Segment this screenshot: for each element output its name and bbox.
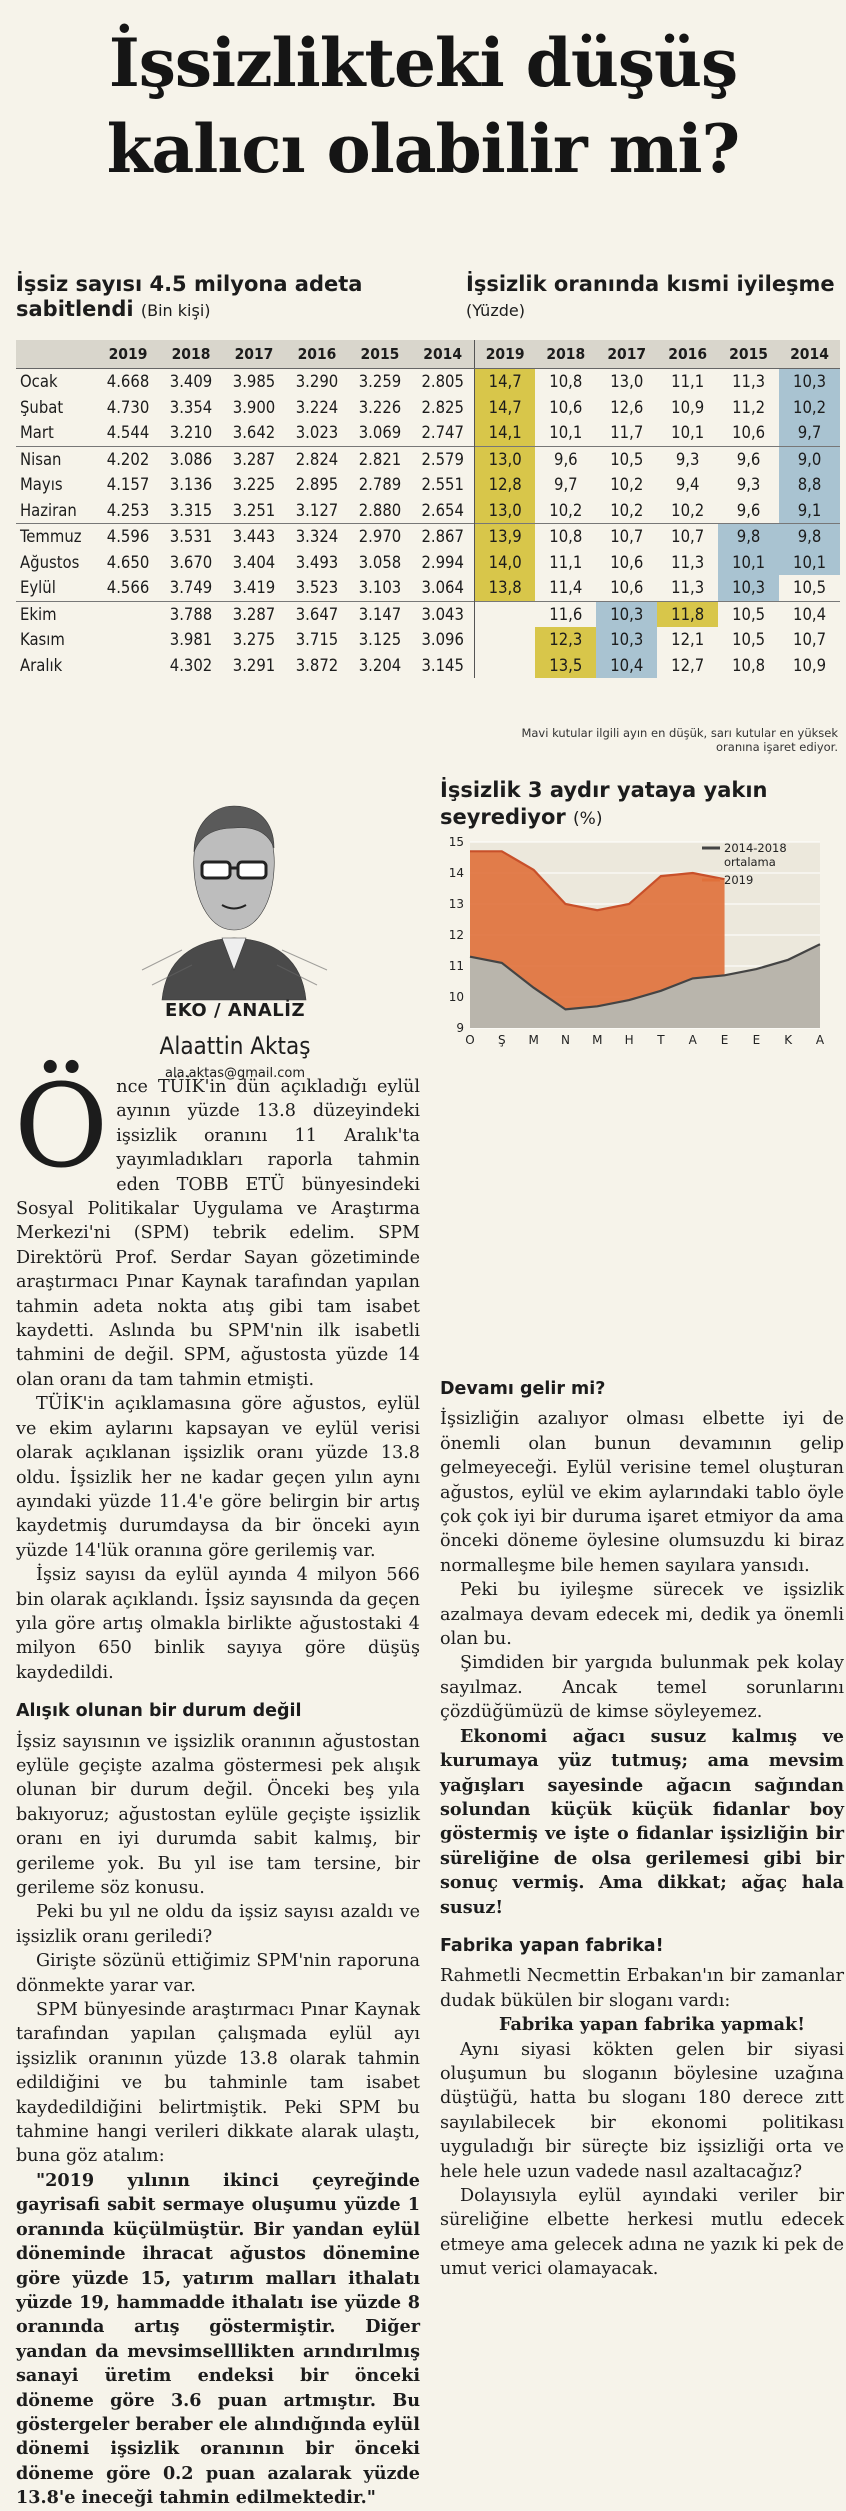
rate-cell: 14,7 (474, 395, 535, 421)
header-month (16, 340, 97, 369)
rate-cell: 10,8 (535, 524, 596, 550)
rate-cell: 10,9 (793, 655, 827, 675)
rate-cell: 10,2 (610, 500, 644, 520)
rate-cell: 11,2 (732, 397, 766, 417)
table-row (16, 653, 840, 679)
count-cell: 3.715 (295, 630, 339, 650)
header-year: 2018 (160, 340, 223, 369)
article-paragraph: Peki bu iyileşme sürecek ve işsizlik azalmaya devam edecek mi, dedik ya önemli olan bu. (440, 1580, 844, 1650)
rate-cell: 10,1 (549, 423, 583, 443)
x-tick-label: T (657, 1033, 665, 1047)
row-month: Nisan (16, 446, 97, 472)
table-row (16, 395, 840, 421)
headline-line-2: kalıcı olabilir mi? (106, 110, 740, 188)
count-cell: 3.523 (295, 578, 339, 598)
rate-cell: 10,5 (718, 601, 779, 627)
table-row (16, 575, 840, 601)
article-paragraph: Aynı siyasi kökten gelen bir siyasi oluşumun bu sloganın böylesine uzağına düştüğü, hatta bu sloganı 180 derece zıtt sayılabilecek bir ekonomi politikası uyguladığı bir süreçte biz işsizliği orta ve hele hele uzun vadede nasıl azaltacağız? (440, 2039, 844, 2182)
header-year: 2014 (779, 340, 840, 369)
author-email[interactable]: ala.aktas@gmail.com (164, 1066, 305, 1081)
row-month: Aralık (20, 655, 63, 675)
row-month: Mayıs (20, 475, 63, 495)
y-tick-label: 13 (448, 897, 464, 911)
rate-cell: 10,1 (779, 550, 840, 576)
rate-cell: 10,2 (549, 500, 583, 520)
rate-cell: 10,5 (732, 630, 766, 650)
count-cell: 3.409 (169, 372, 213, 392)
rate-cell: 9,7 (554, 475, 578, 495)
count-cell: 3.749 (169, 578, 213, 598)
count-cell: 3.225 (232, 475, 276, 495)
row-month: Ağustos (20, 552, 80, 572)
table-row (16, 446, 840, 472)
rate-cell: 13,9 (474, 524, 535, 550)
count-cell: 2.994 (421, 552, 464, 572)
count-cell: 3.224 (295, 397, 339, 417)
rate-cell: 9,8 (779, 524, 840, 550)
y-tick-label: 12 (448, 928, 464, 942)
count-cell: 3.125 (358, 630, 402, 650)
count-cell: 3.287 (223, 446, 286, 472)
article-paragraph-bold: Ekonomi ağacı susuz kalmış ve kurumaya yüz tutmuş; ama mevsim yağışları sayesinde ağacın sağından solundan küçük küçük fidanlar boy göstermiş ve işte o fidanlar işsizliğin bir süreliğine de olsa gerilemesi gibi bir sonuç vermiş. Ama dikkat; ağaç hala susuz! (440, 1725, 844, 1918)
table-row (16, 627, 840, 653)
count-cell: 2.895 (295, 475, 339, 495)
count-cell: 2.867 (411, 524, 474, 550)
count-cell: 3.981 (169, 630, 213, 650)
count-cell: 3.204 (358, 655, 402, 675)
chart-title-text: İşsizlik 3 aydır yataya yakın seyrediyor (440, 778, 768, 829)
count-cell: 3.788 (160, 601, 223, 627)
header-year: 2019 (97, 340, 160, 369)
count-cell: 2.654 (421, 500, 464, 520)
article-paragraph: SPM bünyesinde araştırmacı Pınar Kaynak tarafından yapılan çalışmada eylül ayı işsizlik oranının yüzde 13.8 olarak tahmin edildiğini ve bu tahminle tam isabet kaydedildiğini belirtmiştik. Peki SPM bu tahmine hangi verileri dikkate alarak ulaştı, buna göz atalım: (16, 2000, 420, 2167)
rate-cell: 10,4 (779, 601, 840, 627)
table-row (16, 420, 840, 446)
rate-cell: 9,0 (779, 446, 840, 472)
rate-cell: 14,1 (474, 420, 535, 446)
rate-cell (474, 601, 535, 627)
rate-cell: 10,7 (596, 524, 657, 550)
count-cell: 3.900 (232, 397, 276, 417)
x-tick-label: K (784, 1033, 793, 1047)
x-tick-label: Ş (498, 1033, 506, 1047)
subheading: Fabrika yapan fabrika! (440, 1935, 664, 1956)
count-cell: 2.579 (411, 446, 474, 472)
count-cell: 3.324 (285, 524, 348, 550)
headline-line-1: İşsizlikteki düşüş (108, 24, 738, 102)
rate-cell: 9,6 (535, 446, 596, 472)
rate-cell: 10,6 (549, 397, 583, 417)
rate-cell: 12,3 (535, 627, 596, 653)
article-paragraph: nce TÜİK'in dün açıkladığı eylül ayının yüzde 13.8 düzeyindeki işsizlik oranını 11 Aralık'ta yayımladıkları raporla tahmin eden TOBB ETÜ bünyesindeki Sosyal Politikalar Uygulama ve Araştırma Merkezi'ni (SPM) tebrik edelim. SPM Direktörü Prof. Serdar Sayan gözetiminde araştırmacı Pınar Kaynak tarafından yapılan tahmin adeta nokta atış gibi tam isabet kaydetti. Aslında bu SPM'nin ilk isabetli tahmini de değil. SPM, ağustosta yüzde 14 olan oranı da tam tahmin etmişti. (16, 1077, 420, 1390)
table-row (16, 601, 840, 627)
count-cell (97, 601, 160, 627)
rate-cell: 9,1 (779, 498, 840, 524)
chart-title (440, 777, 840, 833)
legend-label-2019: 2019 (724, 873, 754, 887)
count-cell: 3.531 (160, 524, 223, 550)
table-row (16, 524, 840, 550)
count-cell: 3.315 (169, 500, 213, 520)
x-tick-label: O (465, 1033, 475, 1047)
article-paragraph: Dolayısıyla eylül ayındaki veriler bir süreliğine elbette herkesi mutlu edecek etmeye ama gelecek adına ne yazık ki pek de umut verici olamayacak. (440, 2186, 844, 2280)
rate-cell: 9,6 (718, 446, 779, 472)
rate-cell: 10,7 (793, 630, 827, 650)
rate-cell: 10,6 (610, 578, 644, 598)
article-paragraph: Peki bu yıl ne oldu da işsiz sayısı azaldı ve işsizlik oranı geriledi? (16, 1902, 420, 1947)
rate-cell: 10,6 (610, 552, 644, 572)
rate-cell: 11,3 (671, 552, 705, 572)
count-cell (97, 653, 160, 679)
unemployment-table (16, 340, 840, 678)
rate-cell: 13,8 (474, 575, 535, 601)
rate-cell (474, 627, 535, 653)
x-tick-label: H (624, 1033, 634, 1047)
count-cell (97, 627, 160, 653)
count-cell: 3.443 (223, 524, 286, 550)
count-cell: 3.404 (232, 552, 276, 572)
table-row (16, 550, 840, 576)
row-month: Kasım (20, 630, 65, 650)
rate-cell: 13,0 (474, 498, 535, 524)
rate-cell: 11,4 (549, 578, 583, 598)
rate-cell: 10,8 (549, 372, 583, 392)
x-tick-label: N (560, 1033, 570, 1047)
header-year: 2016 (657, 340, 718, 369)
rate-cell: 12,8 (474, 472, 535, 498)
count-cell: 3.354 (169, 397, 213, 417)
article-paragraph: Girişte sözünü ettiğimiz SPM'nin raporuna dönmekte yarar var. (16, 1951, 420, 1996)
rate-cell: 9,4 (675, 475, 700, 495)
x-tick-label: A (688, 1033, 697, 1047)
table-right-unit: (Yüzde) (466, 301, 525, 320)
count-cell: 3.096 (421, 630, 464, 650)
article-paragraph: İşsiz sayısı da eylül ayında 4 milyon 566 bin olarak açıklandı. İşsiz sayısında da geçen yıla göre artış olmakla birlikte ağustostaki 4 milyon 650 binlik sayıya göre düşüş kaydedildi. (16, 1565, 420, 1683)
count-cell: 3.259 (358, 372, 402, 392)
article-paragraph: Rahmetli Necmettin Erbakan'ın bir zamanlar dudak bükülen bir sloganı vardı: (440, 1966, 844, 2011)
rate-cell: 9,3 (657, 446, 718, 472)
count-cell: 3.043 (411, 601, 474, 627)
table-row (16, 369, 840, 395)
header-year: 2016 (285, 340, 348, 369)
count-cell: 3.103 (358, 578, 402, 598)
legend-label-average-line2: ortalama (724, 855, 776, 869)
table-left-title (16, 272, 446, 323)
author-name: Alaattin Aktaş (159, 1032, 311, 1060)
article-quote: "2019 yılının ikinci çeyreğinde gayrisafi sabit sermaye oluşumu yüzde 1 oranında küçülmüştür. Bir yandan eylül döneminde ihracat ağustos dönemine göre yüzde 15, yatırım malları ithalatı yüzde 19, hammadde ithalatı ise yüzde 8 oranında artış göstermiştir. Diğer yandan da mevsimselllikten arındırılmış sanayi üretim endeksi bir önceki döneme göre 3.6 puan artmıştır. Bu göstergeler beraber ele alındığında eylül dönemi işsizlik oranının bir önceki döneme göre 0.2 puan azalarak yüzde 13.8'e ineceği tahmin edilmektedir." (16, 2169, 420, 2509)
headline (0, 0, 846, 192)
row-month: Eylül (20, 578, 56, 598)
count-cell: 3.064 (421, 578, 464, 598)
unemployment-line-chart (440, 830, 840, 1060)
table-left-unit: (Bin kişi) (140, 301, 211, 320)
rate-cell: 10,2 (779, 395, 840, 421)
row-month: Haziran (20, 500, 77, 520)
rate-cell: 13,0 (610, 372, 644, 392)
row-month: Ocak (20, 372, 58, 392)
count-cell: 2.805 (421, 372, 464, 392)
count-cell: 4.730 (106, 397, 150, 417)
slogan: Fabrika yapan fabrika yapmak! (499, 2014, 805, 2036)
count-cell: 4.302 (169, 655, 213, 675)
rate-cell: 10,3 (596, 601, 657, 627)
count-cell: 3.023 (295, 423, 339, 443)
count-cell: 4.596 (97, 524, 160, 550)
count-cell: 4.202 (97, 446, 160, 472)
section-kicker: EKO / ANALİZ (165, 1000, 305, 1021)
count-cell: 3.985 (232, 372, 276, 392)
rate-cell: 9,6 (736, 500, 761, 520)
y-tick-label: 10 (448, 990, 464, 1004)
count-cell: 3.291 (232, 655, 276, 675)
rate-cell: 13,0 (474, 446, 535, 472)
rate-cell: 14,0 (474, 550, 535, 576)
table-right-title-text: İşsizlik oranında kısmi iyileşme (466, 272, 835, 296)
count-cell: 4.544 (106, 423, 150, 443)
rate-cell: 14,7 (474, 369, 535, 395)
count-cell: 2.825 (421, 397, 464, 417)
rate-cell (474, 653, 535, 679)
header-year: 2017 (223, 340, 286, 369)
article-paragraph: TÜİK'in açıklamasına göre ağustos, eylül ve ekim aylarını kapsayan ve eylül verisi olarak açıklanan işsizlik oranı yüzde 13.8 oldu. İşsizlik her ne kadar geçen yılın aynı ayındaki yüzde 11.4'e göre belirgin bir artış kaydetmiş durumdaysa da bir önceki ayın yüzde 14'lük oranına göre gerilemiş var. (16, 1394, 420, 1561)
count-cell: 4.650 (106, 552, 150, 572)
rate-cell: 12,6 (610, 397, 644, 417)
x-tick-label: E (720, 1033, 729, 1047)
count-cell: 2.551 (421, 475, 464, 495)
count-cell: 2.747 (421, 423, 464, 443)
count-cell: 2.821 (348, 446, 411, 472)
table-row (16, 472, 840, 498)
count-cell: 3.642 (232, 423, 276, 443)
y-tick-label: 9 (456, 1021, 464, 1035)
y-tick-label: 15 (448, 835, 464, 849)
count-cell: 2.789 (358, 475, 402, 495)
subheading: Devamı gelir mi? (440, 1379, 606, 1399)
header-year: 2018 (535, 340, 596, 369)
count-cell: 3.210 (169, 423, 213, 443)
row-month: Mart (20, 423, 54, 443)
rate-cell: 10,6 (732, 423, 766, 443)
rate-cell: 11,1 (671, 372, 705, 392)
count-cell: 2.970 (348, 524, 411, 550)
count-cell: 3.872 (295, 655, 339, 675)
row-month: Temmuz (16, 524, 97, 550)
rate-cell: 9,8 (718, 524, 779, 550)
count-cell: 3.647 (285, 601, 348, 627)
rate-cell: 10,3 (596, 627, 657, 653)
count-cell: 3.136 (169, 475, 213, 495)
rate-cell: 10,3 (718, 575, 779, 601)
x-tick-label: M (592, 1033, 603, 1047)
x-tick-label: M (528, 1033, 539, 1047)
count-cell: 3.419 (232, 578, 276, 598)
rate-cell: 12,1 (671, 630, 705, 650)
rate-cell: 9,3 (736, 475, 761, 495)
count-cell: 3.147 (348, 601, 411, 627)
rate-cell: 9,7 (779, 420, 840, 446)
count-cell: 3.251 (232, 500, 276, 520)
rate-cell: 10,1 (718, 550, 779, 576)
table-left-title-text: İşsiz sayısı 4.5 milyona adeta sabitlendi (16, 272, 363, 321)
rate-cell: 10,5 (596, 446, 657, 472)
article-column-2 (440, 1075, 844, 2282)
chart-unit: (%) (573, 809, 603, 829)
header-year: 2015 (718, 340, 779, 369)
subheading: Alışık olunan bir durum değil (16, 1701, 302, 1722)
count-cell: 3.145 (421, 655, 464, 675)
y-tick-label: 14 (448, 866, 464, 880)
table-header-row (16, 340, 840, 369)
rate-cell: 10,7 (657, 524, 718, 550)
rate-cell: 10,1 (671, 423, 705, 443)
article-paragraph: Şimdiden bir yargıda bulunmak pek kolay sayılmaz. Ancak temel sorunlarını çözdüğümüzü de kimse söyleyemez. (440, 1653, 844, 1723)
rate-cell: 10,2 (610, 475, 644, 495)
article-paragraph: İşsizliğin azalıyor olması elbette iyi de önemli olan bunun devamının gelip gelmeyeceği. Eylül verisine temel oluşturan ağustos, eylül ve ekim aylarındaki tablo öyle çok çok iyi bir duruma işaret etmiyor da ama önceki döneme öylesine olumsuzdu ki biraz normalleşme bile hemen sayılara yansıdı. (440, 1409, 844, 1576)
header-year: 2019 (474, 340, 535, 369)
rate-cell: 10,3 (779, 369, 840, 395)
article-paragraph: İşsiz sayısının ve işsizlik oranının ağustostan eylüle geçişte azalma göstermesi pek alışık olunan bir durum değil. Önceki beş yıla bakıyoruz; ağustostan eylüle geçişte işsizlik oranı en iyi durumda sabit kalmış, bir gerileme yok. Bu yıl ise tam tersine, bir gerileme söz konusu. (16, 1731, 420, 1898)
rate-cell: 10,4 (596, 653, 657, 679)
y-tick-label: 11 (448, 959, 464, 973)
count-cell: 3.290 (295, 372, 339, 392)
rate-cell: 10,2 (671, 500, 705, 520)
count-cell: 3.127 (295, 500, 339, 520)
count-cell: 2.824 (285, 446, 348, 472)
count-cell: 3.069 (358, 423, 402, 443)
count-cell: 4.253 (106, 500, 150, 520)
rate-cell: 11,7 (610, 423, 644, 443)
rate-cell: 11,1 (549, 552, 583, 572)
drop-cap: Ö (14, 1060, 109, 1194)
count-cell: 3.287 (223, 601, 286, 627)
rate-cell: 8,8 (779, 472, 840, 498)
count-cell: 3.275 (232, 630, 276, 650)
table-right-title (466, 272, 836, 323)
count-cell: 3.086 (160, 446, 223, 472)
header-year: 2017 (596, 340, 657, 369)
count-cell: 3.493 (295, 552, 339, 572)
rate-cell: 11,6 (535, 601, 596, 627)
rate-cell: 11,3 (671, 578, 705, 598)
count-cell: 2.880 (358, 500, 402, 520)
count-cell: 4.566 (106, 578, 150, 598)
x-tick-label: E (752, 1033, 761, 1047)
count-cell: 3.058 (358, 552, 402, 572)
author-portrait (122, 770, 347, 1000)
header-year: 2014 (411, 340, 474, 369)
x-tick-label: A (815, 1033, 825, 1047)
table-note: Mavi kutular ilgili ayın en düşük, sarı kutular en yüksek oranına işaret ediyor. (521, 726, 838, 754)
row-month: Ekim (16, 601, 97, 627)
rate-cell: 12,7 (671, 655, 705, 675)
table-row (16, 498, 840, 524)
count-cell: 4.668 (106, 372, 150, 392)
rate-cell: 13,5 (535, 653, 596, 679)
rate-cell: 10,8 (732, 655, 766, 675)
rate-cell: 11,3 (732, 372, 766, 392)
count-cell: 4.157 (106, 475, 150, 495)
rate-cell: 10,5 (793, 578, 827, 598)
rate-cell: 10,9 (671, 397, 705, 417)
rate-cell: 11,8 (657, 601, 718, 627)
count-cell: 3.226 (358, 397, 402, 417)
header-year: 2015 (348, 340, 411, 369)
legend-label-average: 2014-2018 (724, 841, 787, 855)
row-month: Şubat (20, 397, 64, 417)
count-cell: 3.670 (169, 552, 213, 572)
